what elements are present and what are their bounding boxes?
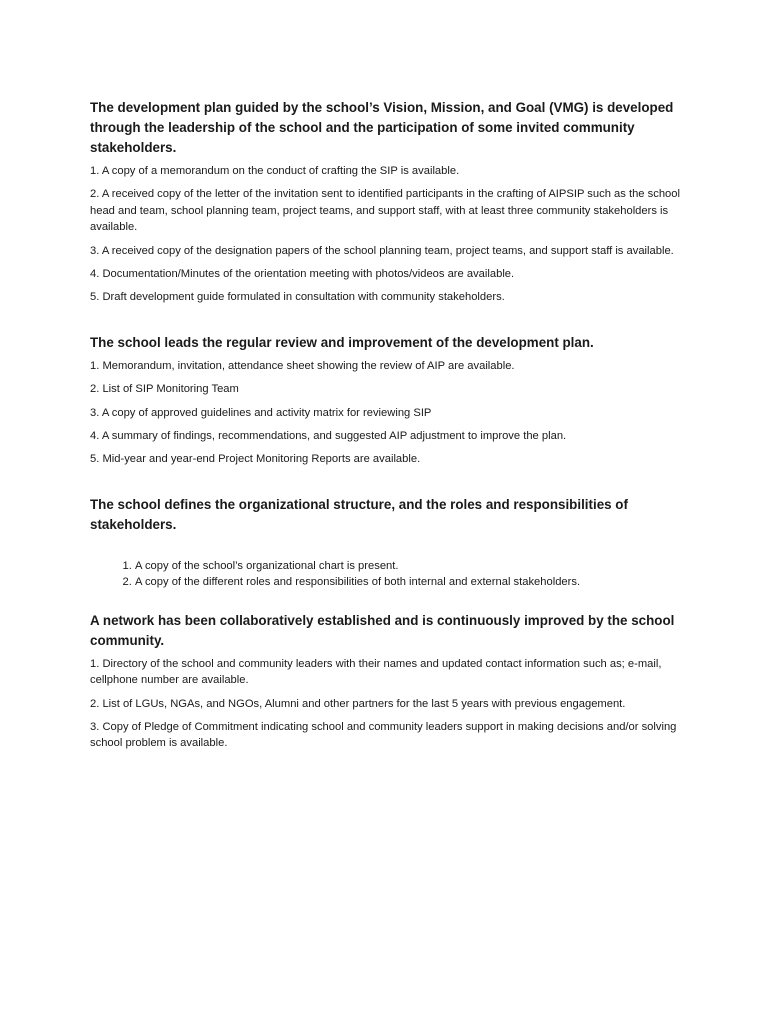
- section-heading: A network has been collaboratively established and is continuously improved by the school community.: [90, 612, 675, 648]
- list-item: 2. List of SIP Monitoring Team: [90, 383, 239, 396]
- list-item: 5. Draft development guide formulated in consultation with community stakeholders.: [90, 291, 505, 304]
- section-organizational-structure: [90, 495, 680, 591]
- section-heading: The school leads the regular review and improvement of the development plan.: [90, 334, 594, 350]
- list-item: 4. Documentation/Minutes of the orientation meeting with photos/videos are available.: [90, 268, 515, 281]
- list-item: 2. List of LGUs, NGAs, and NGOs, Alumni and other partners for the last 5 years with previous engagement.: [90, 697, 626, 710]
- document-page: [90, 98, 680, 759]
- section-network: [90, 611, 680, 752]
- list-item: 1. Directory of the school and community leaders with their names and updated contact information such as; e-mail, cellphone number are available.: [90, 657, 662, 687]
- list-item: 2. A received copy of the letter of the invitation sent to identified participants in the crafting of AIPSIP such as the school head and team, school planning team, project teams, and support staff, with at least three community stakeholders is available.: [90, 188, 680, 234]
- list-item: 1. A copy of a memorandum on the conduct of crafting the SIP is available.: [90, 165, 460, 177]
- list-item: 3. A copy of approved guidelines and activity matrix for reviewing SIP: [90, 406, 432, 419]
- list-item: 1. Memorandum, invitation, attendance sheet showing the review of AIP are available.: [90, 359, 515, 372]
- section-heading: The school defines the organizational structure, and the roles and responsibilities of stakeholders.: [90, 496, 628, 532]
- list-item: 3. A received copy of the designation papers of the school planning team, project teams, and support staff is available.: [90, 244, 674, 257]
- list-item: 3. Copy of Pledge of Commitment indicating school and community leaders support in making decisions and/or solving school problem is available.: [90, 720, 677, 750]
- section-heading: The development plan guided by the school’s Vision, Mission, and Goal (VMG) is developed through the leadership of the school and the participation of some invited community stakeholders.: [90, 100, 674, 155]
- section-review: [90, 333, 680, 468]
- numbered-list: [90, 558, 680, 591]
- list-item: 5. Mid-year and year-end Project Monitoring Reports are available.: [90, 453, 421, 466]
- list-item: 2. A copy of the different roles and responsibilities of both internal and external stakeholders.: [135, 574, 680, 590]
- list-item: 1. A copy of the school’s organizational chart is present.: [135, 558, 680, 574]
- section-vmg: [90, 98, 680, 306]
- list-item: 4. A summary of findings, recommendations, and suggested AIP adjustment to improve the plan.: [90, 430, 567, 443]
